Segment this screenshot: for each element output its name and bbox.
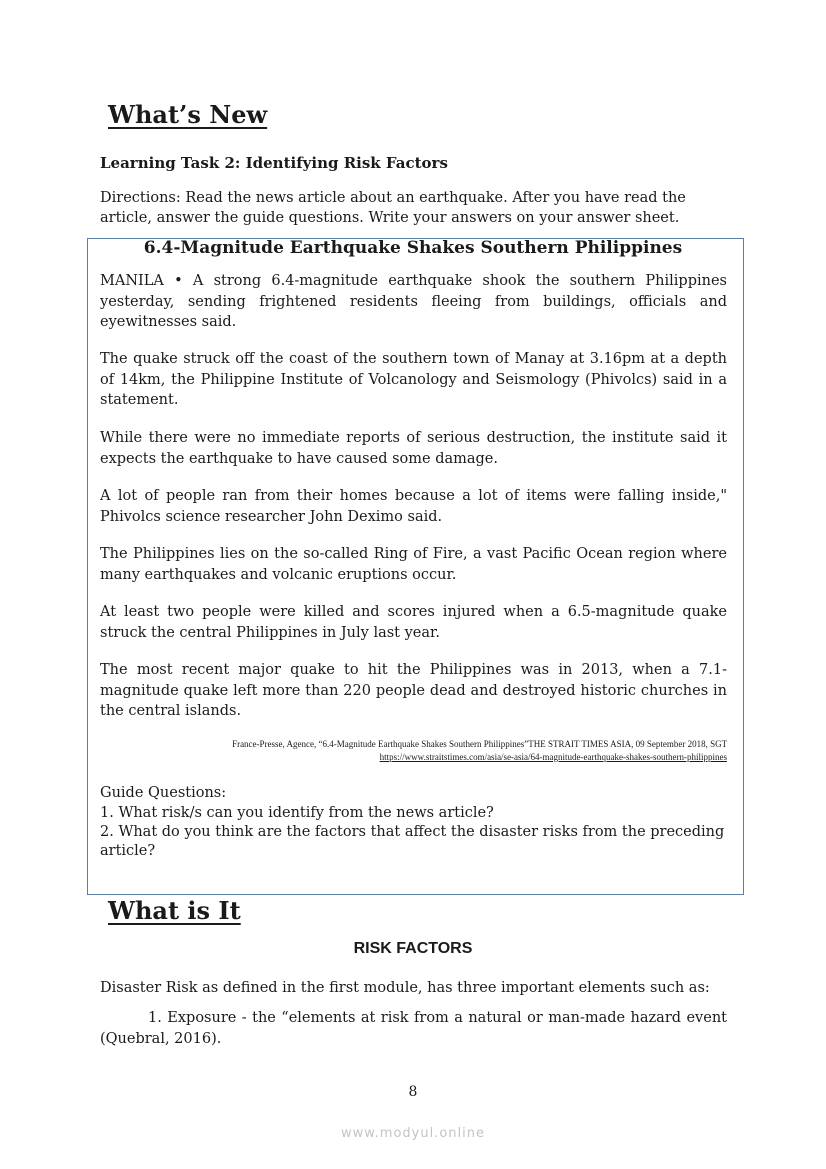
guide-question-2: 2. What do you think are the factors that affect the disaster risks from the preceding article? (100, 824, 725, 859)
whats-new-heading: What’s New (108, 100, 268, 129)
article-title: 6.4-Magnitude Earthquake Shakes Southern Philippines (143, 238, 683, 258)
article-paragraph-7: The most recent major quake to hit the Philippines was in 2013, when a 7.1-magnitude quake left more than 220 people dead and destroyed historic churches in the central islands. (100, 662, 727, 720)
article-paragraph-4: A lot of people ran from their homes because a lot of items were falling inside," Phivolcs science researcher John Deximo said. (100, 488, 727, 525)
citation-text: France-Presse, Agence, “6.4-Magnitude Earthquake Shakes Southern Philippines”THE STRAIT TIMES ASIA, 09 September 2018, SGT (232, 739, 727, 749)
article-paragraph-2: The quake struck off the coast of the southern town of Manay at 3.16pm at a depth of 14km, the Philippine Institute of Volcanology and Seismology (Phivolcs) said in a statement. (100, 351, 727, 409)
article-paragraph-5: The Philippines lies on the so-called Ring of Fire, a vast Pacific Ocean region where many earthquakes and volcanic eruptions occur. (100, 546, 727, 583)
article-citation (100, 738, 727, 764)
article-paragraph-6: At least two people were killed and scores injured when a 6.5-magnitude quake struck the central Philippines in July last year. (100, 604, 727, 641)
guide-questions-label: Guide Questions: (100, 785, 227, 801)
guide-question-1: 1. What risk/s can you identify from the news article? (100, 805, 494, 821)
citation-link[interactable]: https://www.straitstimes.com/asia/se-asia/64-magnitude-earthquake-shakes-southern-philippines (379, 752, 727, 762)
page-number: 8 (408, 1084, 418, 1100)
site-watermark: www.modyul.online (340, 1126, 486, 1141)
directions-text: Directions: Read the news article about an earthquake. After you have read the article, answer the guide questions. Write your answers on your answer sheet. (100, 190, 686, 226)
article-paragraph-1: MANILA • A strong 6.4-magnitude earthquake shook the southern Philippines yesterday, sending frightened residents fleeing from buildings, officials and eyewitnesses said. (100, 273, 727, 331)
exposure-item: 1. Exposure - the “elements at risk from a natural or man-made hazard event (Quebral, 2016). (100, 1010, 727, 1047)
article-paragraph-3: While there were no immediate reports of serious destruction, the institute said it expects the earthquake to have caused some damage. (100, 430, 727, 467)
disaster-risk-intro: Disaster Risk as defined in the first module, has three important elements such as: (100, 980, 710, 996)
risk-factors-title: RISK FACTORS (353, 940, 473, 957)
what-is-it-heading: What is It (108, 896, 241, 925)
learning-task-title: Learning Task 2: Identifying Risk Factors (100, 154, 448, 172)
